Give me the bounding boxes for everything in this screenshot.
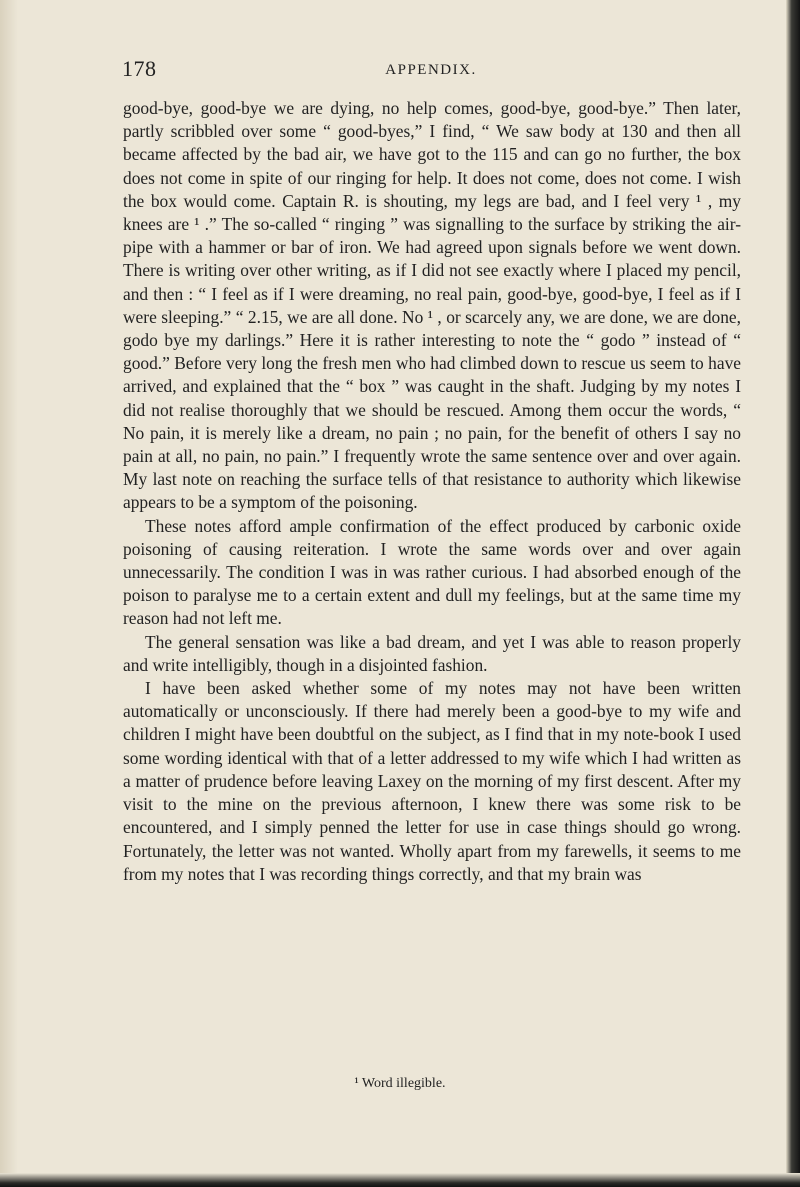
page-edge-shadow	[786, 0, 800, 1187]
page-header	[122, 56, 740, 82]
page-gutter	[0, 0, 18, 1187]
body-text	[123, 97, 741, 886]
page-number: 178	[122, 56, 157, 81]
paragraph: good-bye, good-bye we are dying, no help comes, good-bye, good-bye.” Then later, partly scribbled over some “ good-byes,” I find, “ We saw body at 130 and then all became affected by the bad air, we have got to the 115 and can go no further, the box does not come in spite of our ringing for help. It does not come, does not come. I wish the box would come. Captain R. is shouting, my legs are bad, and I feel very ¹ , my knees are ¹ .” The so-called “ ringing ” was signalling to the surface by striking the air-pipe with a hammer or bar of iron. We had agreed upon signals before we went down. There is writing over other writing, as if I did not see exactly where I placed my pencil, and then : “ I feel as if I were dreaming, no real pain, good-bye, good-bye, I feel as if I were sleeping.” “ 2.15, we are all done. No ¹ , or scarcely any, we are done, we are done, godo bye my darlings.” Here it is rather interesting to note the “ godo ” instead of “ good.” Before very long the fresh men who had climbed down to rescue us seem to have arrived, and explained that the “ box ” was caught in the shaft. Judging by my notes I did not realise thoroughly that we should be rescued. Among them occur the words, “ No pain, it is merely like a dream, no pain ; no pain, for the benefit of others I say no pain at all, no pain, no pain.” I frequently wrote the same sentence over and over again. My last note on reaching the surface tells of that resistance to authority which likewise appears to be a symptom of the poisoning.	[123, 98, 741, 513]
footnote: ¹ Word illegible.	[354, 1076, 446, 1091]
paragraph: The general sensation was like a bad dream, and yet I was able to reason properly and write intelligibly, though in a disjointed fashion.	[123, 631, 741, 675]
page-bottom-shadow	[0, 1173, 800, 1187]
running-head: APPENDIX.	[385, 62, 477, 78]
paragraph: I have been asked whether some of my notes may not have been written automatically or unconsciously. If there had merely been a good-bye to my wife and children I might have been doubtful on the subject, as I find that in my note-book I used some wording identical with that of a letter addressed to my wife which I had written as a matter of prudence before leaving Laxey on the morning of my first descent. After my visit to the mine on the previous afternoon, I knew there was some risk to be encountered, and I simply penned the letter for use in case things should go wrong. Fortunately, the letter was not wanted. Wholly apart from my farewells, it seems to me from my notes that I was recording things correctly, and that my brain was	[123, 678, 741, 884]
paragraph: These notes afford ample confirmation of the effect produced by carbonic oxide poisoning of causing reiteration. I wrote the same words over and over again unnecessarily. The condition I was in was rather curious. I had absorbed enough of the poison to paralyse me to a certain extent and dull my feelings, but at the same time my reason had not left me.	[123, 515, 741, 629]
